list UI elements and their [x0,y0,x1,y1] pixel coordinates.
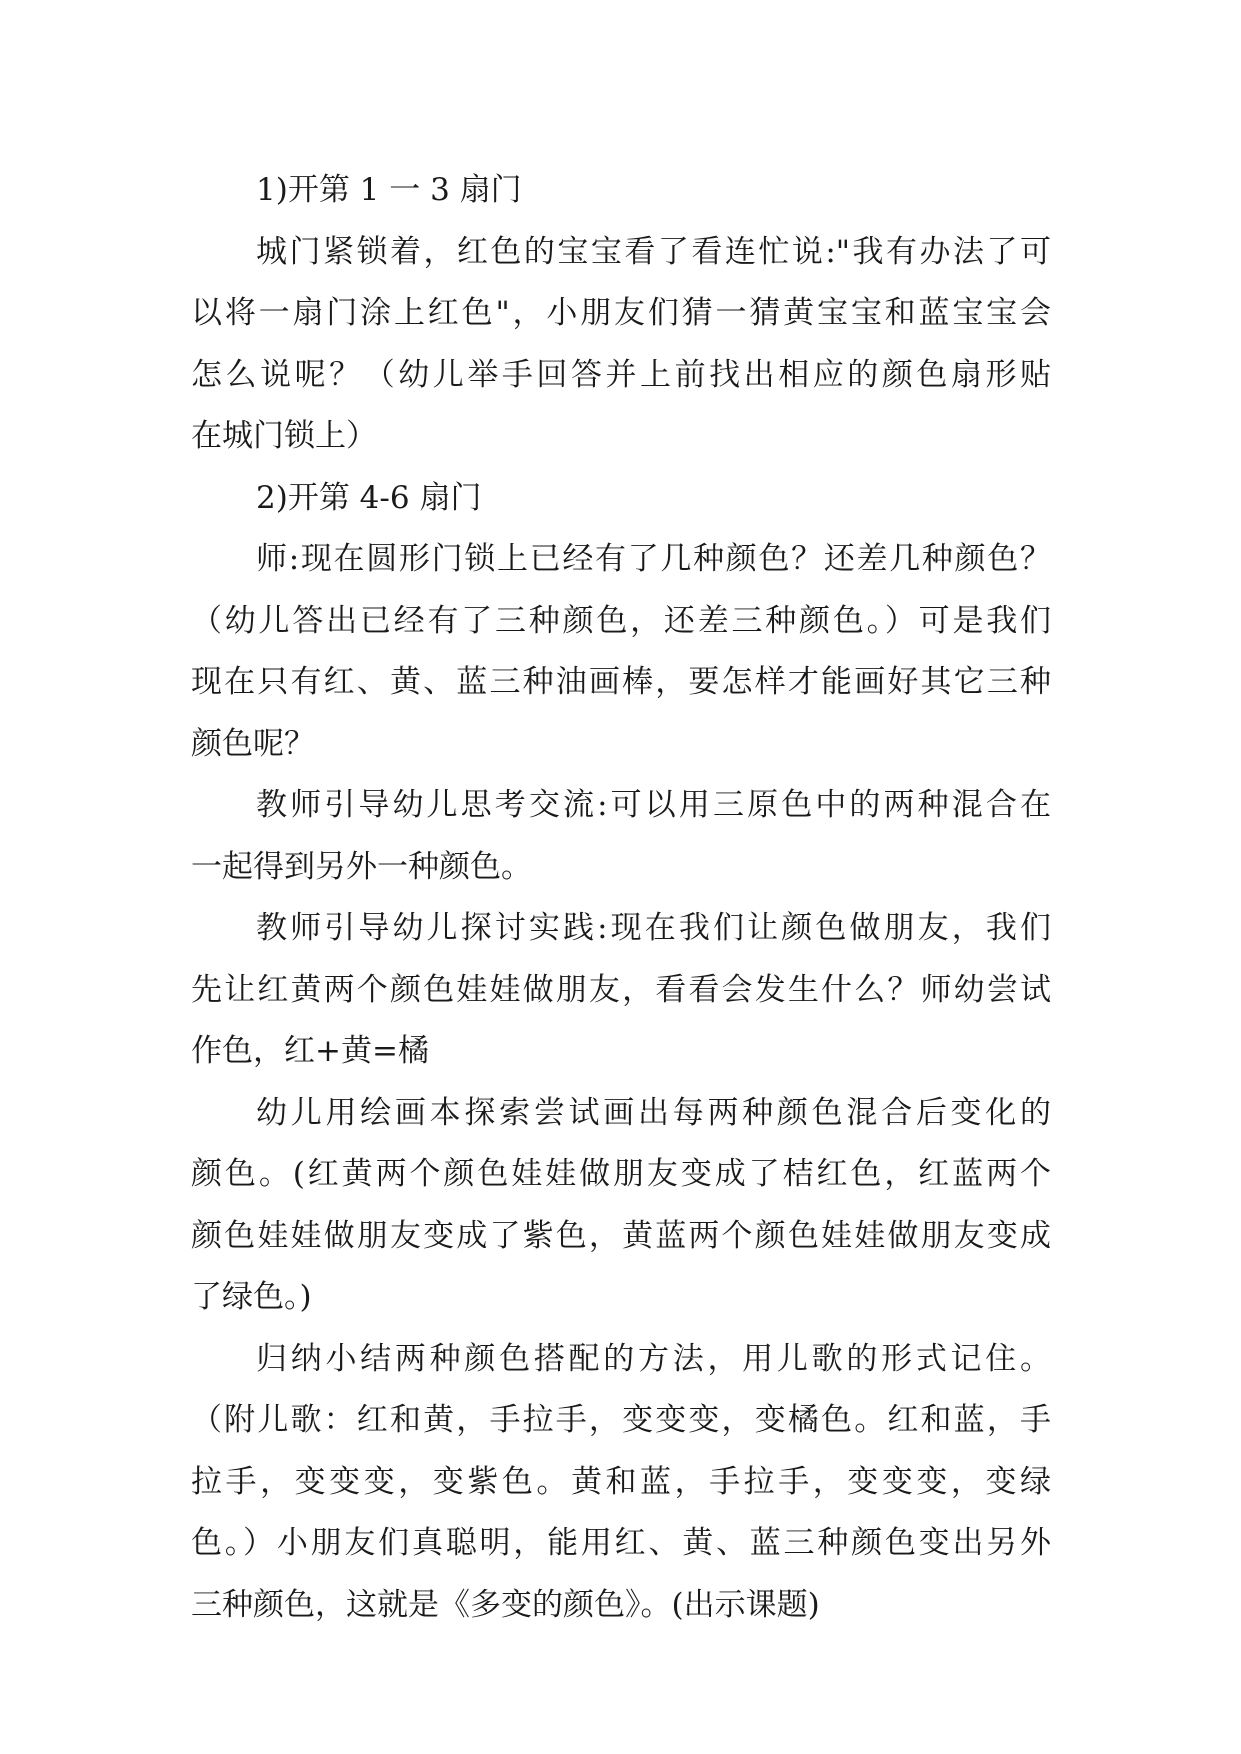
paragraph-line: 色。）小朋友们真聪明，能用红、黄、蓝三种颜色变出另外 [191,1525,1051,1561]
paragraph-line: 现在只有红、黄、蓝三种油画棒，要怎样才能画好其它三种 [191,664,1051,700]
document-body [191,160,1051,1636]
paragraph-line: 颜色娃娃做朋友变成了紫色，黄蓝两个颜色娃娃做朋友变成 [191,1217,1051,1254]
paragraph-line: 拉手，变变变，变紫色。黄和蓝，手拉手，变变变，变绿 [191,1463,1051,1500]
paragraph-line: （附儿歌：红和黄，手拉手，变变变，变橘色。红和蓝，手 [191,1402,1051,1438]
paragraph-line: 怎么说呢？（幼儿举手回答并上前找出相应的颜色扇形贴 [191,356,1051,393]
paragraph-line: 城门紧锁着，红色的宝宝看了看连忙说:"我有办法了可 [256,233,1051,270]
paragraph-line: 颜色。(红黄两个颜色娃娃做朋友变成了桔红色，红蓝两个 [191,1156,1051,1192]
paragraph-line: 一起得到另外一种颜色。 [191,848,532,885]
step-heading-2: 2)开第 4-6 扇门 [256,479,482,516]
paragraph-line: 师:现在圆形门锁上已经有了几种颜色？还差几种颜色？ [256,541,1051,577]
paragraph-line: 教师引导幼儿思考交流:可以用三原色中的两种混合在 [256,787,1051,823]
paragraph-line: 在城门锁上） [191,418,377,454]
paragraph-line: 颜色呢？ [191,725,315,762]
paragraph-line: 先让红黄两个颜色娃娃做朋友，看看会发生什么？师幼尝试 [191,971,1051,1008]
paragraph-line: 了绿色。) [191,1279,312,1315]
paragraph-line: 作色，红+黄=橘 [191,1033,429,1069]
paragraph-line: 以将一扇门涂上红色"，小朋友们猜一猜黄宝宝和蓝宝宝会 [191,295,1051,331]
step-heading-1: 1)开第 1 一 3 扇门 [256,172,522,208]
paragraph-line: 三种颜色，这就是《多变的颜色》。(出示课题) [191,1586,820,1623]
paragraph-line: 归纳小结两种颜色搭配的方法，用儿歌的形式记住。 [256,1340,1051,1377]
paragraph-line: 教师引导幼儿探讨实践:现在我们让颜色做朋友，我们 [256,910,1051,946]
paragraph-line: （幼儿答出已经有了三种颜色，还差三种颜色。）可是我们 [191,602,1051,639]
paragraph-line: 幼儿用绘画本探索尝试画出每两种颜色混合后变化的 [256,1094,1051,1131]
